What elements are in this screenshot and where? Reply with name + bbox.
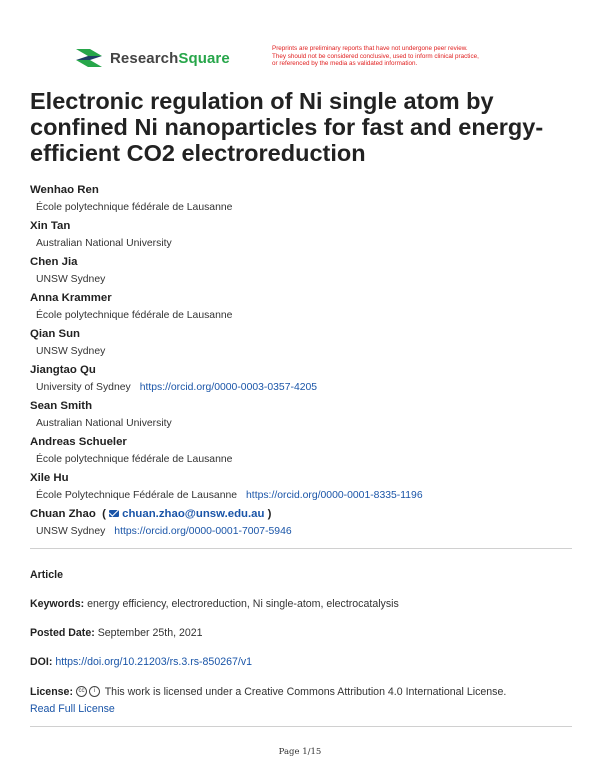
author-name[interactable]: Xile Hu (30, 472, 69, 484)
author-name-row (30, 505, 575, 523)
keywords-value: energy efficiency, electroreduction, Ni single-atom, electrocatalysis (87, 598, 399, 610)
orcid-link[interactable]: https://orcid.org/0000-0001-8335-1196 (246, 490, 423, 501)
doi-row (30, 656, 252, 668)
author-entry (30, 217, 575, 253)
author-entry (30, 253, 575, 289)
envelope-icon (109, 510, 119, 517)
author-name[interactable]: Chen Jia (30, 256, 78, 268)
logo-text-square: Square (178, 49, 230, 67)
author-name[interactable]: Sean Smith (30, 400, 93, 412)
author-affiliation: University of Sydney (36, 382, 131, 393)
doi-link[interactable]: https://doi.org/10.21203/rs.3.rs-850267/v1 (55, 656, 253, 668)
author-name[interactable]: Qian Sun (30, 328, 80, 340)
author-name[interactable]: Andreas Schueler (30, 436, 127, 448)
posted-date-value: September 25th, 2021 (97, 627, 203, 639)
attribution-icon: i (89, 686, 100, 697)
orcid-link[interactable]: https://orcid.org/0000-0001-7007-5946 (114, 526, 292, 537)
author-list (30, 181, 575, 541)
notice-line: Preprints are preliminary reports that have not undergone peer review. (272, 45, 468, 52)
posted-date-row (30, 627, 203, 639)
author-entry (30, 397, 575, 433)
license-text: This work is licensed under a Creative Commons Attribution 4.0 International License. (104, 686, 507, 698)
author-entry (30, 433, 575, 469)
author-affiliation: École polytechnique fédérale de Lausanne (36, 310, 233, 321)
author-affiliation-row (30, 487, 575, 505)
posted-date-label: Posted Date: (30, 627, 95, 639)
doi-label: DOI: (30, 656, 53, 668)
author-entry (30, 289, 575, 325)
email-open-paren: ( (98, 508, 106, 520)
logo-text-research: Research (110, 49, 179, 67)
author-affiliation: UNSW Sydney (36, 526, 106, 537)
license-label: License: (30, 686, 73, 698)
read-full-license-link[interactable]: Read Full License (30, 703, 115, 715)
page-number: Page 1/15 (278, 747, 322, 757)
author-entry (30, 181, 575, 217)
article-type: Article (30, 569, 63, 581)
research-square-logo[interactable] (74, 45, 230, 71)
notice-line: or referenced by the media as validated information. (272, 60, 418, 68)
paper-title: Electronic regulation of Ni single atom by confined Ni nanoparticles for fast and energy-efficient CO2 electroreduction (30, 88, 544, 166)
author-entry (30, 325, 575, 361)
creative-commons-icon: cc (76, 686, 87, 697)
keywords-row (30, 598, 399, 610)
section-divider (30, 548, 572, 549)
author-affiliation: École Polytechnique Fédérale de Lausanne (36, 490, 238, 501)
notice-line: They should not be considered conclusive, used to inform clinical practice, (272, 52, 479, 60)
author-entry (30, 361, 575, 397)
section-divider (30, 726, 572, 727)
author-affiliation: UNSW Sydney (36, 274, 106, 285)
author-name[interactable]: Wenhao Ren (30, 184, 99, 196)
read-full-license-row (30, 703, 115, 715)
email-address: chuan.zhao@unsw.edu.au (122, 508, 265, 520)
author-name[interactable]: Xin Tan (30, 220, 71, 232)
author-name[interactable]: Jiangtao Qu (30, 364, 96, 376)
author-affiliation: École polytechnique fédérale de Lausanne (36, 202, 233, 213)
author-affiliation-row (30, 379, 575, 397)
research-square-logo-icon (74, 45, 104, 71)
keywords-label: Keywords: (30, 598, 85, 610)
author-entry (30, 469, 575, 505)
author-entry (30, 505, 575, 541)
logo-wordmark (110, 50, 230, 67)
author-affiliation-row (30, 523, 575, 541)
author-affiliation: École polytechnique fédérale de Lausanne (36, 454, 233, 465)
email-link[interactable] (109, 508, 264, 520)
license-row (30, 686, 575, 698)
orcid-link[interactable]: https://orcid.org/0000-0003-0357-4205 (139, 382, 318, 393)
author-affiliation: Australian National University (36, 418, 172, 429)
author-affiliation: UNSW Sydney (36, 346, 106, 357)
preprint-notice (272, 45, 542, 68)
author-affiliation: Australian National University (36, 238, 172, 249)
email-close-paren: ) (267, 508, 272, 520)
author-name[interactable]: Chuan Zhao (30, 508, 96, 520)
author-name[interactable]: Anna Krammer (30, 292, 112, 304)
